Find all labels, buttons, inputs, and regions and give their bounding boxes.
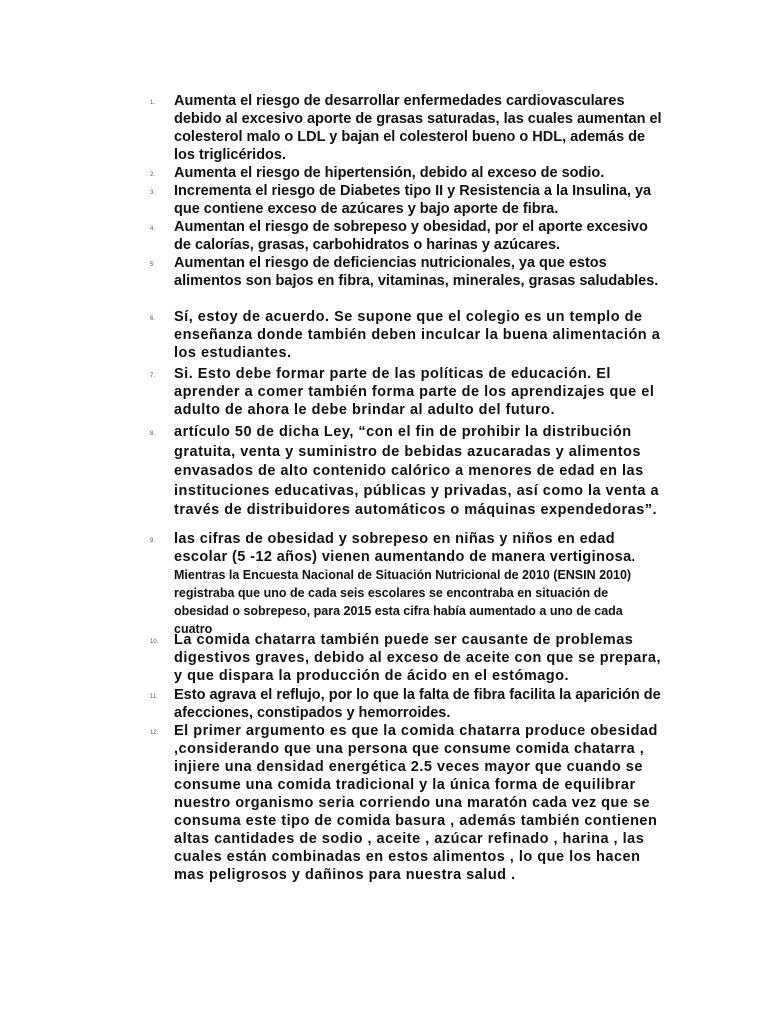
list-item-text: Sí, estoy de acuerdo. Se supone que el colegio es un templo de enseñanza donde también deben inculcar la buena alimentación a los estudiantes. [174,309,661,361]
list-number: 6. [150,316,156,322]
list-item-text-main: las cifras de obesidad y sobrepeso en niñas y niños en edad escolar (5 -12 años) vienen aumentando de manera vertiginosa [174,531,632,565]
list-item-text: El primer argumento es que la comida chatarra produce obesidad ,considerando que una persona que consume comida chatarra , injiere una densidad energética 2.5 veces mayor que cuando se consume una comida tradicional y la única forma de equilibrar nuestro organismo seria corriendo una maratón cada vez que se consuma este tipo de comida basura , además también contienen altas cantidades de sodio , aceite , azúcar refinado , harina , las cuales están combinadas en estos alimentos , lo que los hacen mas peligrosos y dañinos para nuestra salud . [174,723,658,883]
list-item-text: Aumenta el riesgo de hipertensión, debido al exceso de sodio. [174,165,605,181]
list-item-text: Aumentan el riesgo de sobrepeso y obesidad, por el aporte excesivo de calorías, grasas, carbohidratos o harinas y azúcares. [174,219,648,253]
list-item-text: Esto agrava el reflujo, por lo que la falta de fibra facilita la aparición de afecciones, constipados y hemorroides. [174,687,661,721]
list-item-text: artículo 50 de dicha Ley, “con el fin de prohibir la distribución gratuita, venta y suministro de bebidas azucaradas y alimentos envasados de alto contenido calórico a menores de edad en las instituciones educativas, públicas y privadas, así como la venta a través de distribuidores automáticos o máquinas expendedoras”. [174,424,660,518]
list-item-text: Aumentan el riesgo de deficiencias nutricionales, ya que estos alimentos son bajos en fibra, vitaminas, minerales, grasas saludables. [174,255,659,289]
list-number: 8. [150,431,156,437]
list-item-text: Aumenta el riesgo de desarrollar enfermedades cardiovasculares debido al excesivo aporte de grasas saturadas, las cuales aumentan el colesterol malo o LDL y bajan el colesterol bueno o HDL, además de los triglicéridos. [174,93,662,163]
list-item-text: Incrementa el riesgo de Diabetes tipo II y Resistencia a la Insulina, ya que contiene exceso de azúcares y bajo aporte de fibra. [174,183,652,217]
list-number: 2. [150,172,156,178]
list-number: 7. [150,373,156,379]
list-number: 11. [150,694,158,700]
list-item-text: La comida chatarra también puede ser causante de problemas digestivos graves, debido al exceso de aceite con que se prepara, y que dispara la producción de ácido en el estómago. [174,632,662,684]
list-number: 10. [150,639,159,645]
list-item-text-small: . Mientras la Encuesta Nacional de Situación Nutricional de 2010 (ENSIN 2010) registraba que uno de cada seis escolares se encontraba en situación de obesidad o sobrepeso, para 2015 esta cifra había aumentado a uno de cada cuatro [174,550,636,636]
list-number: 1. [150,100,156,106]
list-number: 12. [150,730,159,736]
list-number: 9. [150,538,156,544]
list-item-text [174,530,664,638]
list-number: 5. [150,262,156,268]
list-number: 4. [150,226,156,232]
list-item-text: Si. Esto debe formar parte de las políticas de educación. El aprender a comer también forma parte de los aprendizajes que el adulto de ahora le debe brindar al adulto del futuro. [174,366,655,418]
list-number: 3. [150,190,156,196]
